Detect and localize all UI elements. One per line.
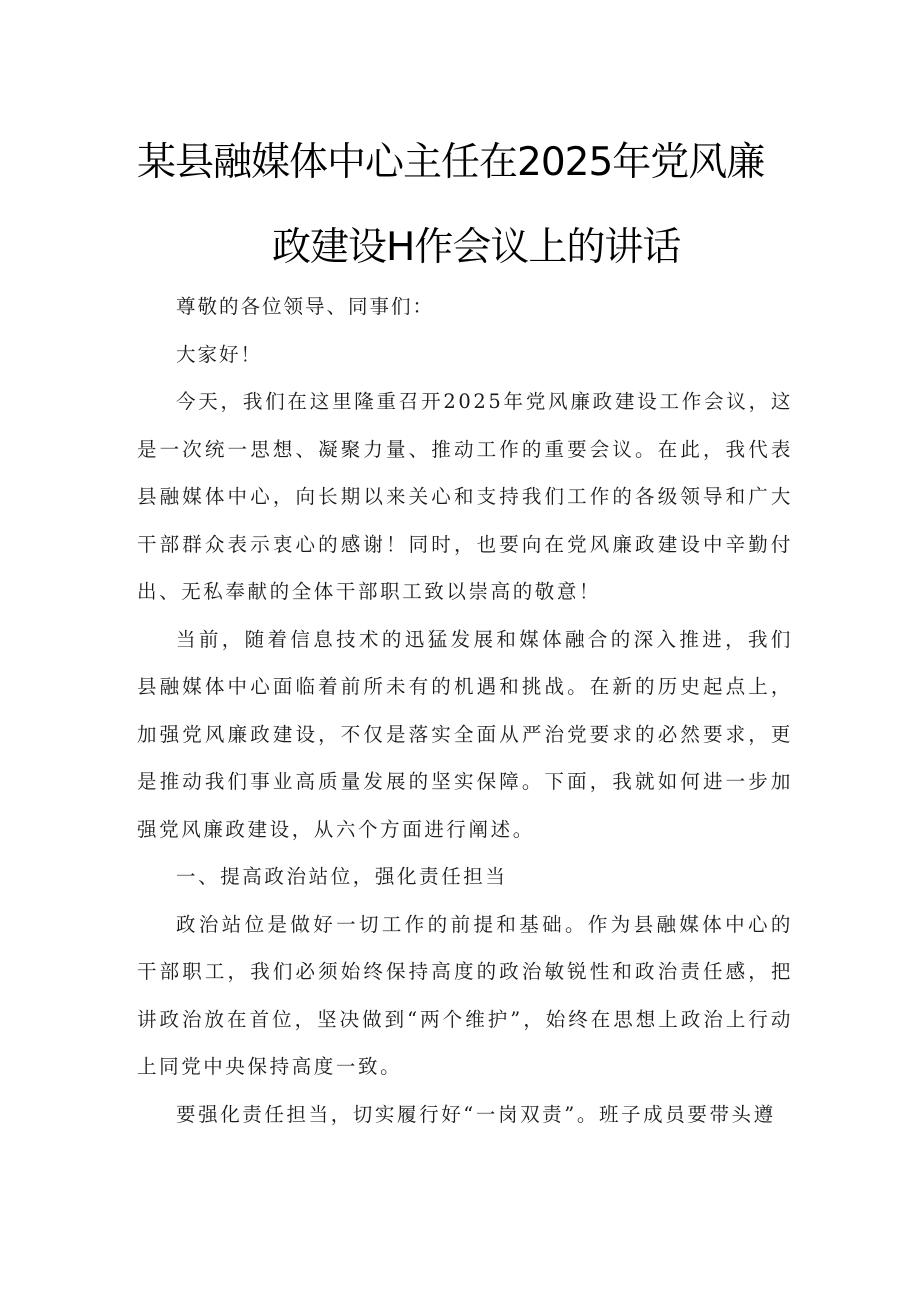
document-body [137,283,793,1138]
paragraph-responsibility: 要强化责任担当，切实履行好“一岗双责”。班子成员要带头遵 [176,1102,776,1126]
section-heading-1: 一、提高政治站位，强化责任担当 [176,865,508,888]
paragraph-political-stance: 政治站位是做好一切工作的前提和基础。作为县融媒体中心的干部职工，我们必须始终保持高度的政治敏锐性和政治责任感，把讲政治放在首位，坚决做到“两个维护”，始终在思想上政治上行动上同党中央保持高度一致。 [137,912,793,1078]
paragraph-opening: 今天，我们在这里隆重召开2025年党风廉政建设工作会议，这是一次统一思想、凝聚力量、推动工作的重要会议。在此，我代表县融媒体中心，向长期以来关心和支持我们工作的各级领导和广大干部群众表示衷心的感谢！同时，也要向在党风廉政建设中辛勤付出、无私奉献的全体干部职工致以崇高的敬意！ [137,390,793,603]
document-title-line-2: 政建设H作会议上的讲话 [272,225,681,270]
salutation: 尊敬的各位领导、同事们： [176,295,435,318]
greeting: 大家好！ [176,342,263,366]
document-title-line-1: 某县融媒体中心主任在2025年党风廉 [137,140,765,185]
paragraph-context: 当前，随着信息技术的迅猛发展和媒体融合的深入推进，我们县融媒体中心面临着前所未有的机遇和挑战。在新的历史起点上，加强党风廉政建设，不仅是落实全面从严治党要求的必然要求，更是推动我们事业高质量发展的坚实保障。下面，我就如何进一步加强党风廉政建设，从六个方面进行阐述。 [137,627,793,841]
